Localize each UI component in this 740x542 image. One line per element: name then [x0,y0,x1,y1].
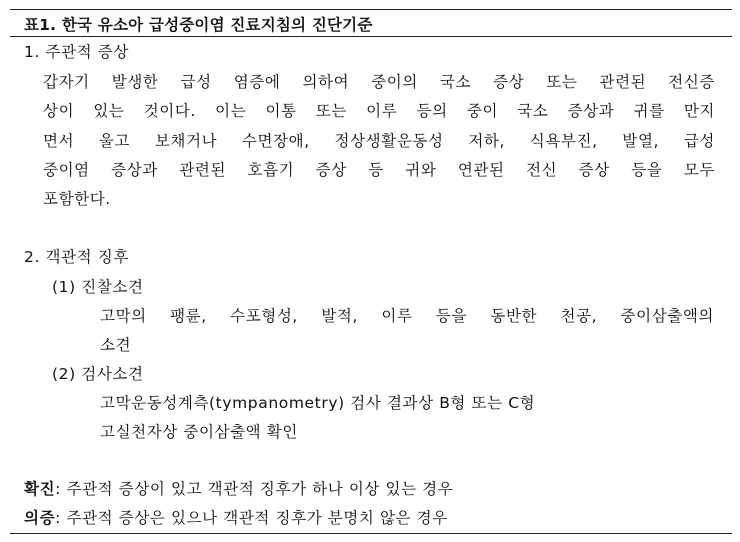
table-bottom-rule [10,533,732,534]
table-top-rule [10,9,732,10]
suspected-text: : 주관적 증상은 있으나 객관적 징후가 분명치 않은 경우 [55,509,448,527]
exam-findings-line: 고막의 팽륜, 수포형성, 발적, 이루 등을 동반한 천공, 중이삼출액의 [100,307,714,325]
test-findings-heading: (2) 검사소견 [52,365,144,383]
subjective-text-line: 갑자기 발생한 급성 염증에 의하여 중이의 국소 증상 또는 관련된 전신증 [43,73,715,91]
exam-findings-line: 소견 [100,336,132,354]
exam-findings-heading: (1) 진찰소견 [52,278,144,296]
confirmed-diagnosis-row [24,479,453,499]
suspected-diagnosis-row [24,508,448,528]
test-findings-line: 고막운동성계측(tympanometry) 검사 결과상 B형 또는 C형 [100,394,536,412]
confirmed-text: : 주관적 증상이 있고 객관적 징후가 하나 이상 있는 경우 [55,480,454,498]
suspected-label: 의증 [24,509,56,527]
subjective-text-line: 상이 있는 것이다. 이는 이통 또는 이루 등의 중이 국소 증상과 귀를 만지 [43,102,715,120]
subjective-text-line: 중이염 증상과 관련된 호흡기 증상 등 귀와 연관된 전신 증상 등을 모두 [43,161,715,179]
table-title: 표1. 한국 유소아 급성중이염 진료지침의 진단기준 [24,16,373,34]
section-objective-heading: 2. 객관적 징후 [24,248,129,266]
subjective-text-line: 포함한다. [43,190,111,208]
section-subjective-heading: 1. 주관적 증상 [24,43,129,61]
confirmed-label: 확진 [24,480,56,498]
table-header-rule [10,36,732,37]
criteria-table [10,0,730,542]
subjective-text-line: 면서 울고 보채거나 수면장애, 정상생활운동성 저하, 식욕부진, 발열, 급성 [43,132,715,150]
test-findings-line: 고실천자상 중이삼출액 확인 [100,423,298,441]
